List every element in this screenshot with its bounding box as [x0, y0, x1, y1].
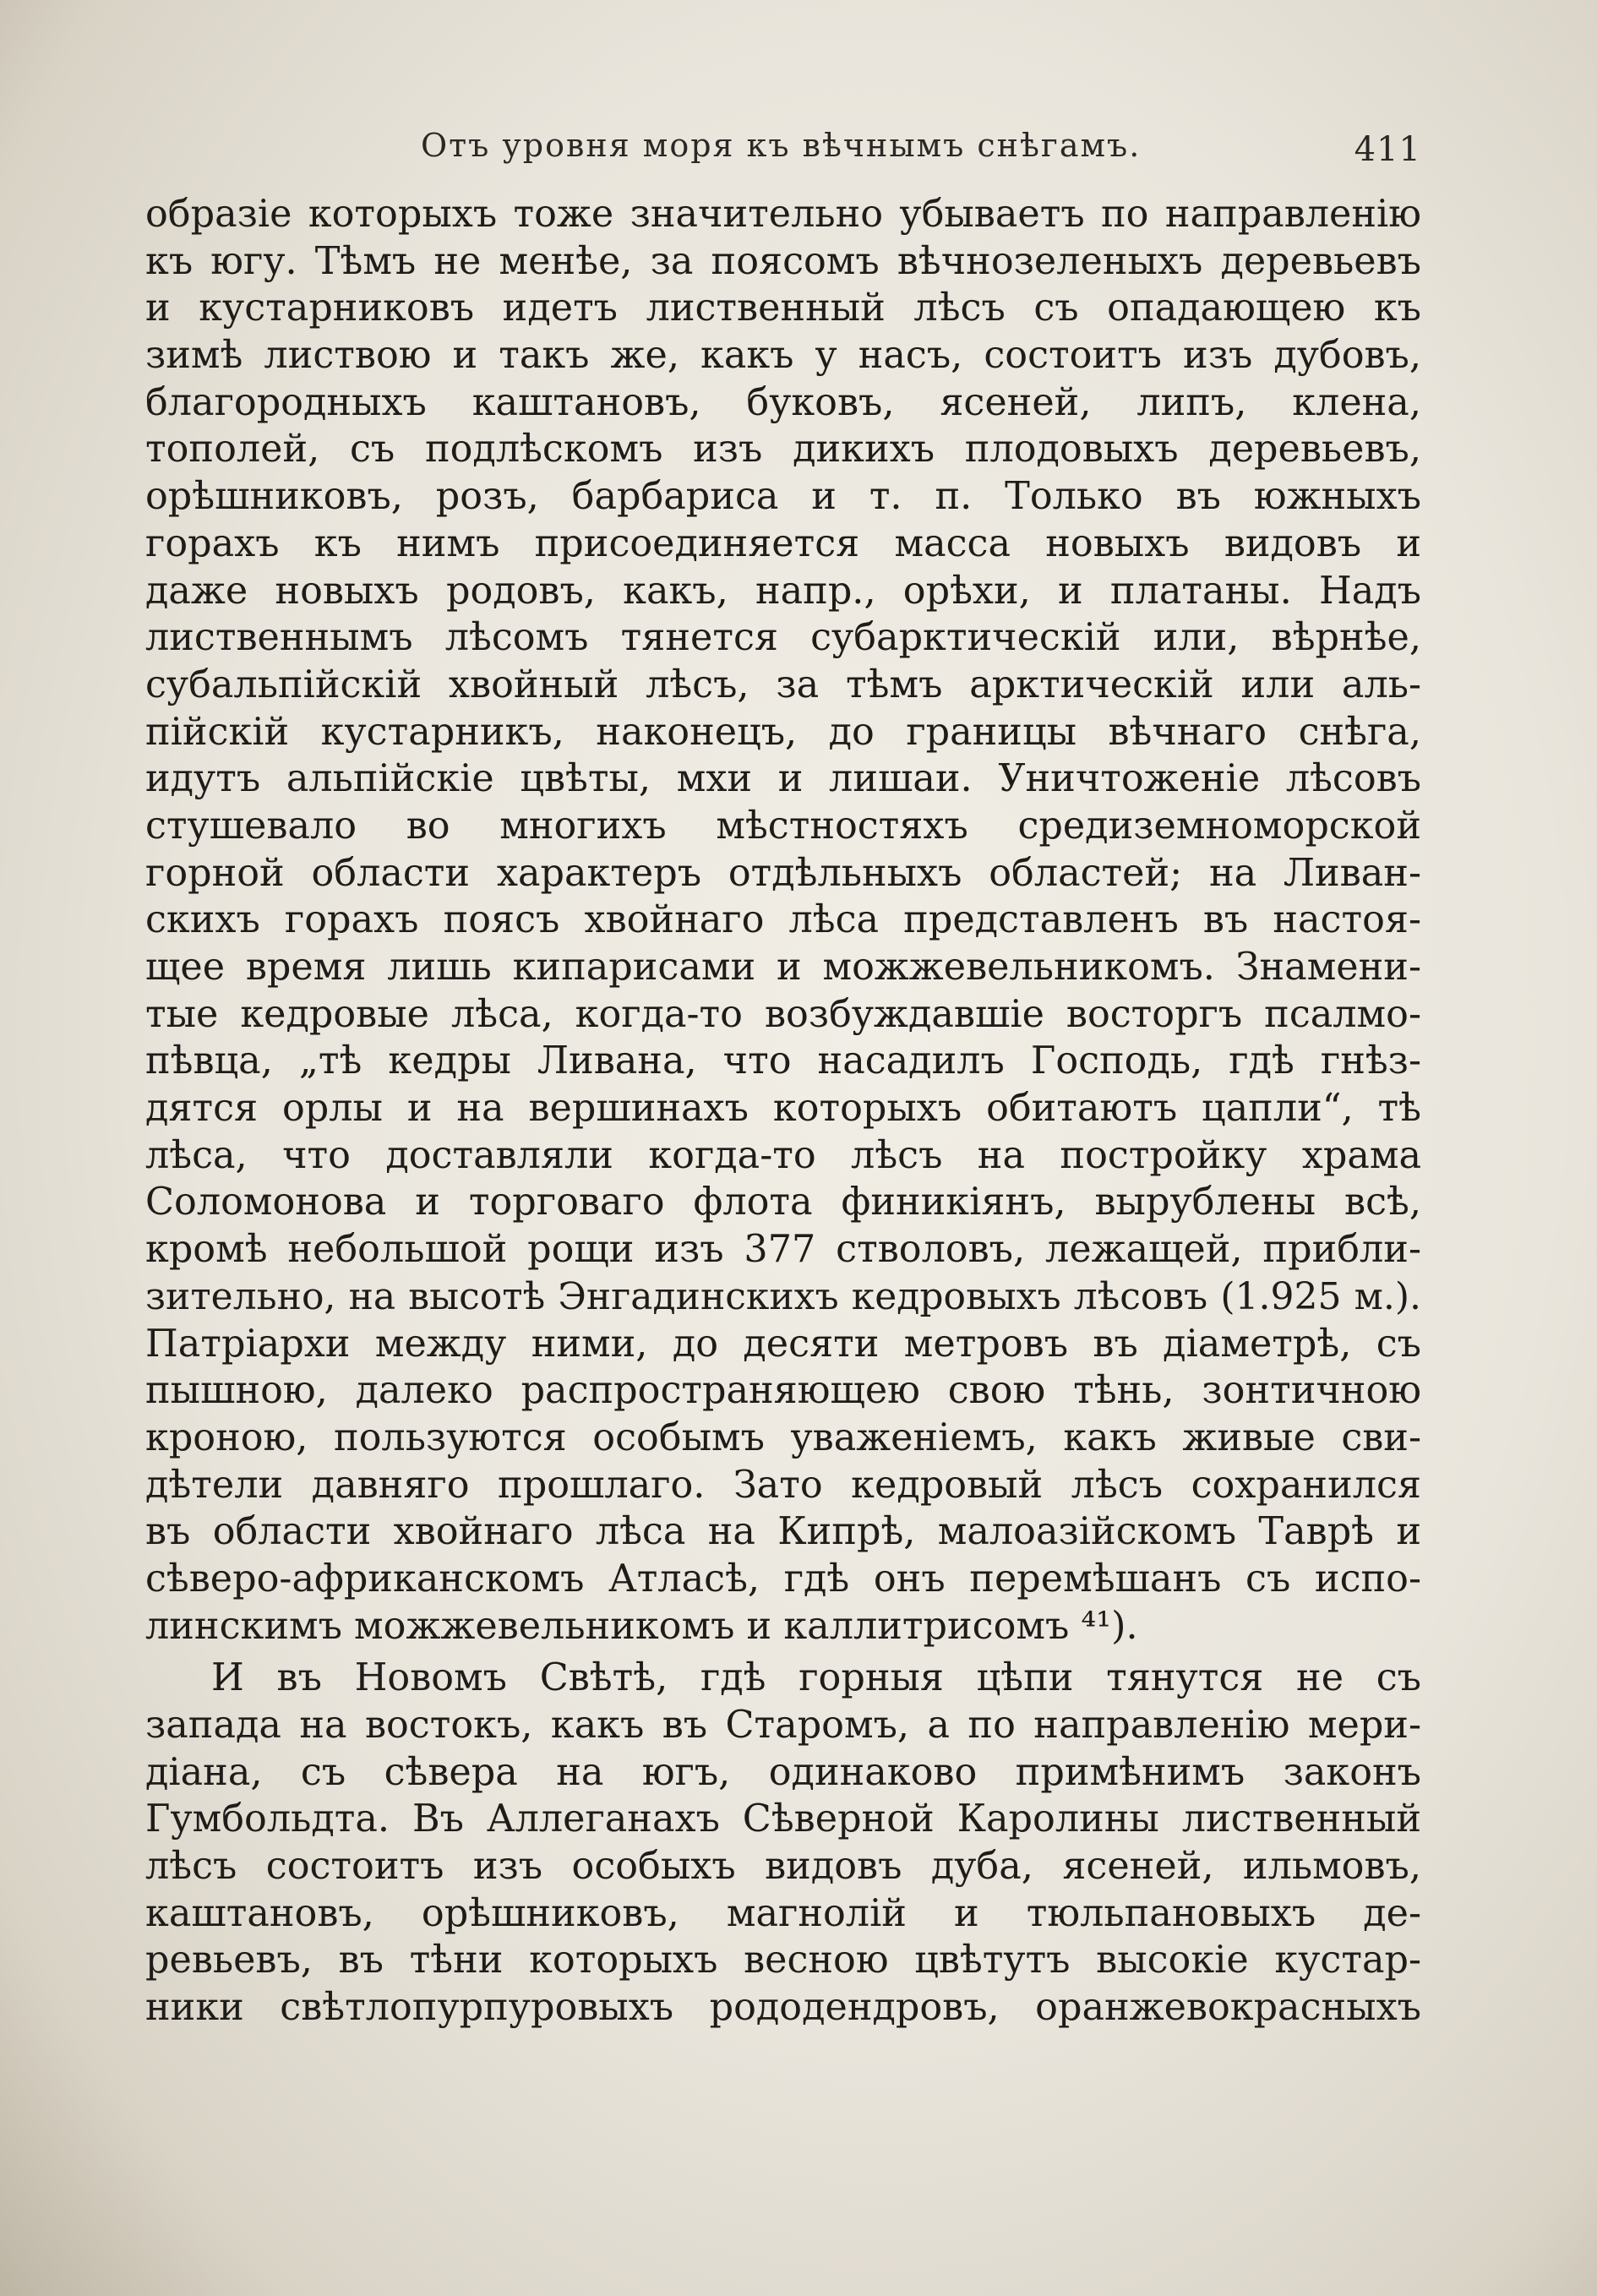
text-line: тые кедровые лѣса, когда-то возбуждавшіе восторгъ псалмо- [145, 992, 1421, 1036]
text-line: запада на востокъ, какъ въ Старомъ, а по направленію мери- [145, 1704, 1421, 1747]
text-line: ревьевъ, въ тѣни которыхъ весною цвѣтутъ высокіе кустар- [145, 1939, 1421, 1982]
text-line: горахъ къ нимъ присоединяется масса новыхъ видовъ и [145, 521, 1421, 565]
text-line: къ югу. Тѣмъ не менѣе, за поясомъ вѣчнозеленыхъ деревьевъ [145, 239, 1421, 283]
text-line: сѣверо-африканскомъ Атласѣ, гдѣ онъ перемѣшанъ съ испо- [145, 1557, 1421, 1601]
text-line: лѣса, что доставляли когда-то лѣсъ на постройку храма [145, 1133, 1421, 1177]
text-line: орѣшниковъ, розъ, барбариса и т. п. Только въ южныхъ [145, 475, 1421, 519]
paragraph-2 [145, 1655, 1421, 2031]
text-line: Гумбольдта. Въ Аллеганахъ Сѣверной Каролины лиственный [145, 1797, 1421, 1841]
page-number: 411 [1354, 130, 1421, 169]
text-line: стушевало во многихъ мѣстностяхъ средиземноморской [145, 804, 1421, 848]
text-line: образіе которыхъ тоже значительно убываетъ по направленію [145, 193, 1421, 236]
text-line: дѣтели давняго прошлаго. Зато кедровый лѣсъ сохранился [145, 1463, 1421, 1507]
text-line: горной области характеръ отдѣльныхъ областей; на Ливан- [145, 851, 1421, 895]
text-line: линскимъ можжевельникомъ и каллитрисомъ ⁴¹). [145, 1604, 1138, 1648]
text-line: скихъ горахъ поясъ хвойнаго лѣса представленъ въ настоя- [145, 898, 1421, 942]
text-line: пѣвца, „тѣ кедры Ливана, что насадилъ Господь, гдѣ гнѣз- [145, 1039, 1421, 1083]
text-line: кроною, пользуются особымъ уваженіемъ, какъ живые сви- [145, 1415, 1421, 1459]
text-line: каштановъ, орѣшниковъ, магнолій и тюльпановыхъ де- [145, 1891, 1421, 1935]
body-text [145, 191, 1421, 2031]
text-line: пышною, далеко распространяющею свою тѣнь, зонтичною [145, 1369, 1421, 1413]
text-line: субальпійскій хвойный лѣсъ, за тѣмъ арктическій или аль- [145, 663, 1421, 706]
text-line: Патріархи между ними, до десяти метровъ въ діаметрѣ, съ [145, 1322, 1421, 1366]
text-line: зительно, на высотѣ Энгадинскихъ кедровыхъ лѣсовъ (1.925 м.). [145, 1274, 1421, 1318]
page-header [144, 127, 1421, 177]
text-line: идутъ альпійскіе цвѣты, мхи и лишаи. Уничтоженіе лѣсовъ [145, 757, 1421, 801]
running-title: Отъ уровня моря къ вѣчнымъ снѣгамъ. [421, 127, 1142, 164]
text-line: Соломонова и торговаго флота финикіянъ, вырублены всѣ, [145, 1181, 1421, 1224]
text-line: ники свѣтлопурпуровыхъ рододендровъ, оранжевокрасныхъ [145, 1986, 1421, 2030]
paragraph-1 [145, 191, 1421, 1650]
text-line: дятся орлы и на вершинахъ которыхъ обитаютъ цапли“, тѣ [145, 1087, 1421, 1131]
text-line: даже новыхъ родовъ, какъ, напр., орѣхи, и платаны. Надъ [145, 569, 1421, 613]
text-line: тополей, съ подлѣскомъ изъ дикихъ плодовыхъ деревьевъ, [145, 428, 1421, 472]
text-line: діана, съ сѣвера на югъ, одинаково примѣнимъ законъ [145, 1750, 1421, 1794]
text-line: въ области хвойнаго лѣса на Кипрѣ, малоазійскомъ Таврѣ и [145, 1510, 1421, 1554]
text-line: кромѣ небольшой рощи изъ 377 стволовъ, лежащей, прибли- [145, 1228, 1421, 1272]
text-line: благородныхъ каштановъ, буковъ, ясеней, липъ, клена, [145, 380, 1421, 424]
text-line: лѣсъ состоитъ изъ особыхъ видовъ дуба, ясеней, ильмовъ, [145, 1845, 1421, 1889]
text-line: зимѣ листвою и такъ же, какъ у насъ, состоитъ изъ дубовъ, [145, 334, 1421, 378]
text-line: пійскій кустарникъ, наконецъ, до границы вѣчнаго снѣга, [145, 710, 1421, 754]
text-line: и кустарниковъ идетъ лиственный лѣсъ съ опадающею къ [145, 286, 1421, 330]
text-line: И въ Новомъ Свѣтѣ, гдѣ горныя цѣпи тянутся не съ [211, 1656, 1421, 1700]
text-line: щее время лишь кипарисами и можжевельникомъ. Знамени- [145, 946, 1421, 989]
text-line: лиственнымъ лѣсомъ тянется субарктическій или, вѣрнѣе, [145, 616, 1421, 660]
